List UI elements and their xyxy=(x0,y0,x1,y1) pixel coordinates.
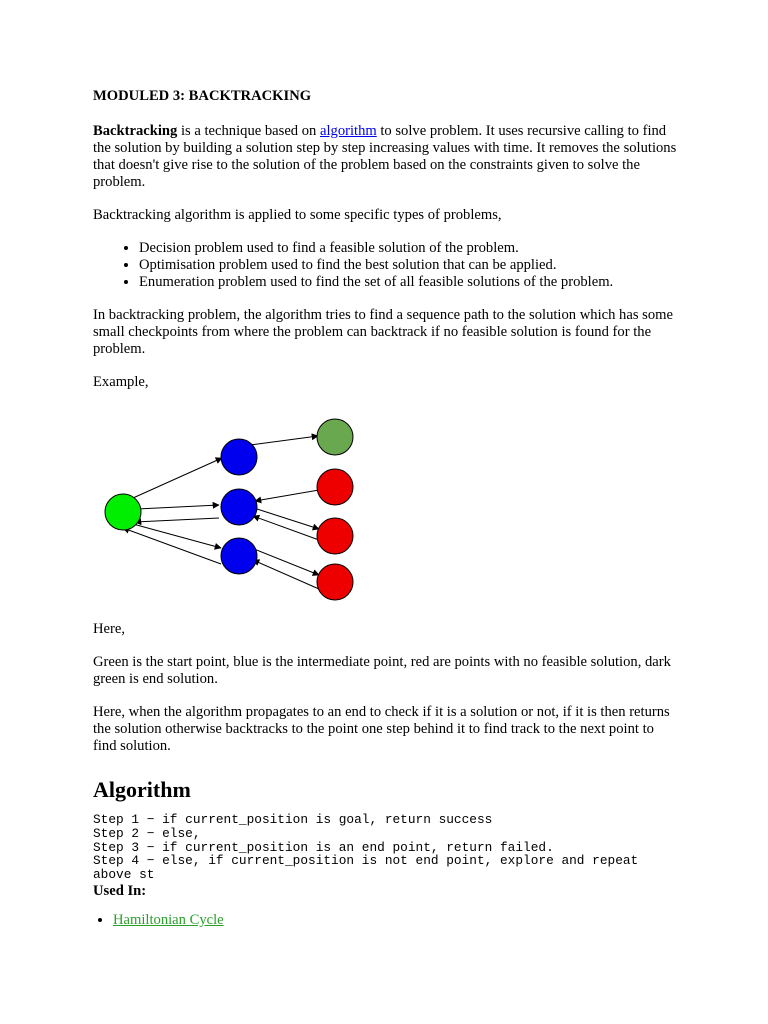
edge-blue-top-to-end xyxy=(250,436,318,445)
intro-text-after-link: to solve problem. It uses recursive calling to find the solution by building a solution step by step increasing values with time. It removes the solutions that doesn't give rise to the solution of the problem based on the constraints given to solve the problem. xyxy=(93,123,677,190)
document-body xyxy=(93,88,678,407)
problem-types-list xyxy=(93,240,678,291)
list-item: • Optimisation problem used to find the best solution that can be applied. xyxy=(139,257,678,274)
algorithm-link[interactable]: algorithm xyxy=(319,123,377,139)
propagate-paragraph: Here, when the algorithm propagates to an end to check if it is a solution or not, if it is then returns the solution otherwise backtracks to the point one step behind it to find track to the next point to find solution. xyxy=(93,704,670,754)
step-line: above st xyxy=(93,867,155,883)
edge-blue-mid-to-red2 xyxy=(257,509,319,529)
end-solution-node xyxy=(317,419,353,455)
example-label: Example, xyxy=(93,374,149,390)
used-in-label: Used In: xyxy=(93,882,147,899)
edge-red2-to-blue-mid xyxy=(253,516,319,540)
edge-red1-to-blue-mid xyxy=(255,490,319,501)
edge-blue-bottom-to-start xyxy=(123,528,221,564)
hamiltonian-cycle-link[interactable]: Hamiltonian Cycle xyxy=(113,911,224,928)
intro-text-before-link: is a technique based on xyxy=(177,123,320,139)
list-item: • Enumeration problem used to find the set of all feasible solutions of the problem. xyxy=(139,274,678,291)
start-node xyxy=(105,494,141,530)
intermediate-node xyxy=(221,439,257,475)
intermediate-node xyxy=(221,538,257,574)
list-item xyxy=(113,912,678,929)
used-in-list xyxy=(93,912,678,929)
dead-end-node xyxy=(317,518,353,554)
document-body-lower xyxy=(93,621,678,929)
algorithm-steps xyxy=(93,813,678,882)
step-line: Step 3 − if current_position is an end point, return failed. xyxy=(93,839,554,855)
list-item: • Decision problem used to find a feasible solution of the problem. xyxy=(139,240,678,257)
intro-paragraph xyxy=(93,123,678,191)
edge-start-to-blue-mid xyxy=(137,505,219,509)
path-paragraph: In backtracking problem, the algorithm tries to find a sequence path to the solution which has some small checkpoints from where the problem can backtrack if no feasible solution is found for the problem. xyxy=(93,307,673,357)
intermediate-node xyxy=(221,489,257,525)
backtracking-graph-diagram xyxy=(93,412,363,608)
step-line: Step 2 − else, xyxy=(93,825,201,841)
dead-end-node xyxy=(317,469,353,505)
edge-red4-to-blue-bottom xyxy=(253,560,319,589)
edge-blue-bottom-to-red4 xyxy=(254,549,319,575)
intro-term: Backtracking xyxy=(93,123,178,139)
step-line: Step 1 − if current_position is goal, return success xyxy=(93,812,493,827)
step-line: Step 4 − else, if current_position is not end point, explore and repeat xyxy=(93,853,639,869)
edge-blue-mid-to-start xyxy=(135,518,219,522)
legend-paragraph: Green is the start point, blue is the intermediate point, red are points with no feasible solution, dark green is end solution. xyxy=(93,654,671,687)
applied-paragraph: Backtracking algorithm is applied to some specific types of problems, xyxy=(93,207,502,223)
edge-start-to-blue-top xyxy=(133,458,222,498)
algorithm-heading: Algorithm xyxy=(93,777,191,802)
dead-end-node xyxy=(317,564,353,600)
here-label: Here, xyxy=(93,621,126,637)
page-title: MODULED 3: BACKTRACKING xyxy=(93,88,312,104)
